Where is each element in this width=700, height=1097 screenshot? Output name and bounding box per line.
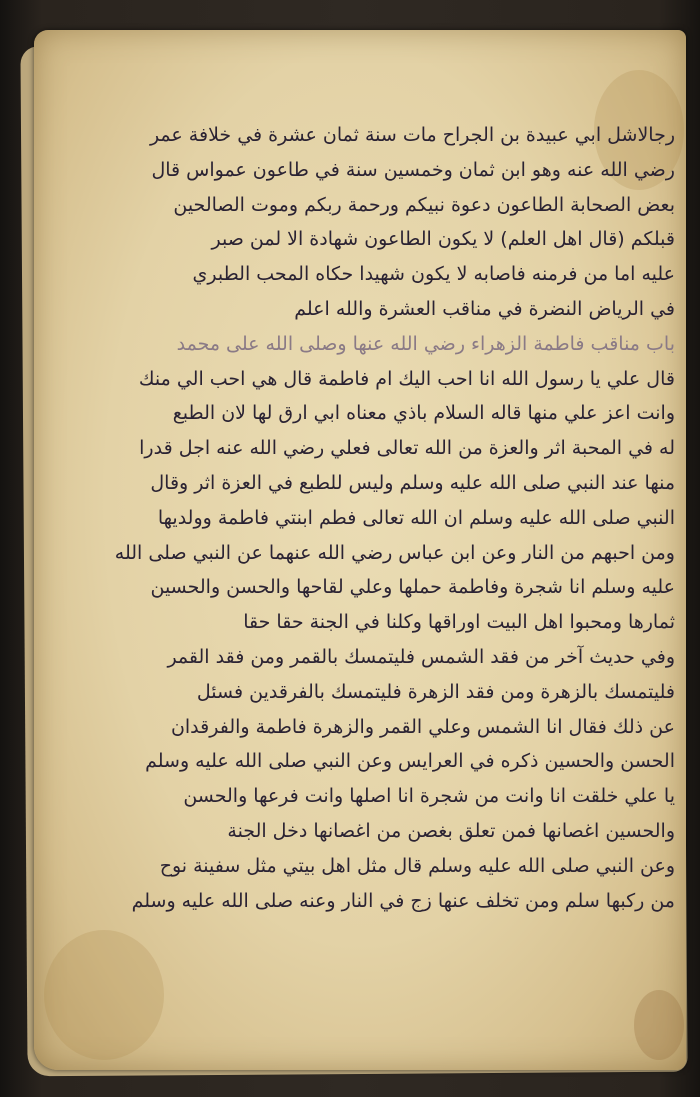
text-line: وفي حديث آخر من فقد الشمس فليتمسك بالقمر ومن فقد القمر (167, 645, 675, 668)
text-line: من ركبها سلم ومن تخلف عنها زج في النار وعنه صلى الله عليه وسلم (131, 889, 675, 912)
text-line: يا علي خلقت انا وانت من شجرة انا اصلها وانت فرعها والحسن (183, 785, 675, 808)
text-line: الحسن والحسين ذكره في العرايس وعن النبي صلى الله عليه وسلم (145, 750, 675, 773)
paper-stain (634, 990, 684, 1060)
text-line: فليتمسك بالزهرة ومن فقد الزهرة فليتمسك بالفرقدين فسئل (196, 680, 675, 703)
text-line: قال علي يا رسول الله انا احب اليك ام فاطمة قال هي احب الي منك (138, 367, 675, 390)
paper-stain (44, 930, 164, 1060)
text-line: عن ذلك فقال انا الشمس وعلي القمر والزهرة فاطمة والفرقدان (170, 715, 675, 738)
text-line: عليه وسلم انا شجرة وفاطمة حملها وعلي لقاحها والحسن والحسين (150, 576, 675, 599)
text-line: وعن النبي صلى الله عليه وسلم قال مثل اهل بيتي مثل سفينة نوح (159, 854, 675, 877)
text-line: عليه اما من فرمنه فاصابه لا يكون شهيدا حكاه المحب الطبري (192, 263, 675, 286)
text-line: رجالاشل ابي عبيدة بن الجراح مات سنة ثمان عشرة في خلافة عمر (149, 124, 675, 146)
text-line: له في المحبة اثر والعزة من الله تعالى فعلي رضي الله عنه اجل قدرا (139, 437, 675, 460)
text-line: ومن احبهم من النار وعن ابن عباس رضي الله عنهما عن النبي صلى الله (114, 541, 675, 564)
text-line: وانت اعز علي منها قاله السلام باذي معناه ابي ارق لها لان الطبع (172, 402, 675, 425)
text-line: في الرياض النضرة في مناقب العشرة والله اعلم (294, 297, 675, 320)
manuscript-text (80, 118, 675, 918)
text-line: قبلكم (قال اهل العلم) لا يكون الطاعون شهادة الا لمن صبر (211, 228, 675, 251)
text-line: ثمارها ومحبوا اهل البيت اوراقها وكلنا في الجنة حقا حقا (243, 611, 675, 634)
text-line: منها عند النبي صلى الله عليه وسلم وليس للطبع في العزة اثر وقال (150, 471, 675, 494)
text-line: النبي صلى الله عليه وسلم ان الله تعالى فطم ابنتي فاطمة وولديها (157, 506, 675, 529)
text-line: رضي الله عنه وهو ابن ثمان وخمسين سنة في طاعون عمواس قال (151, 158, 675, 181)
text-line: بعض الصحابة الطاعون دعوة نبيكم ورحمة ربكم وموت الصالحين (173, 193, 675, 216)
text-line: والحسين اغصانها فمن تعلق بغصن من اغصانها دخل الجنة (227, 819, 675, 842)
chapter-heading: باب مناقب فاطمة الزهراء رضي الله عنها وصلى الله على محمد (176, 332, 675, 355)
